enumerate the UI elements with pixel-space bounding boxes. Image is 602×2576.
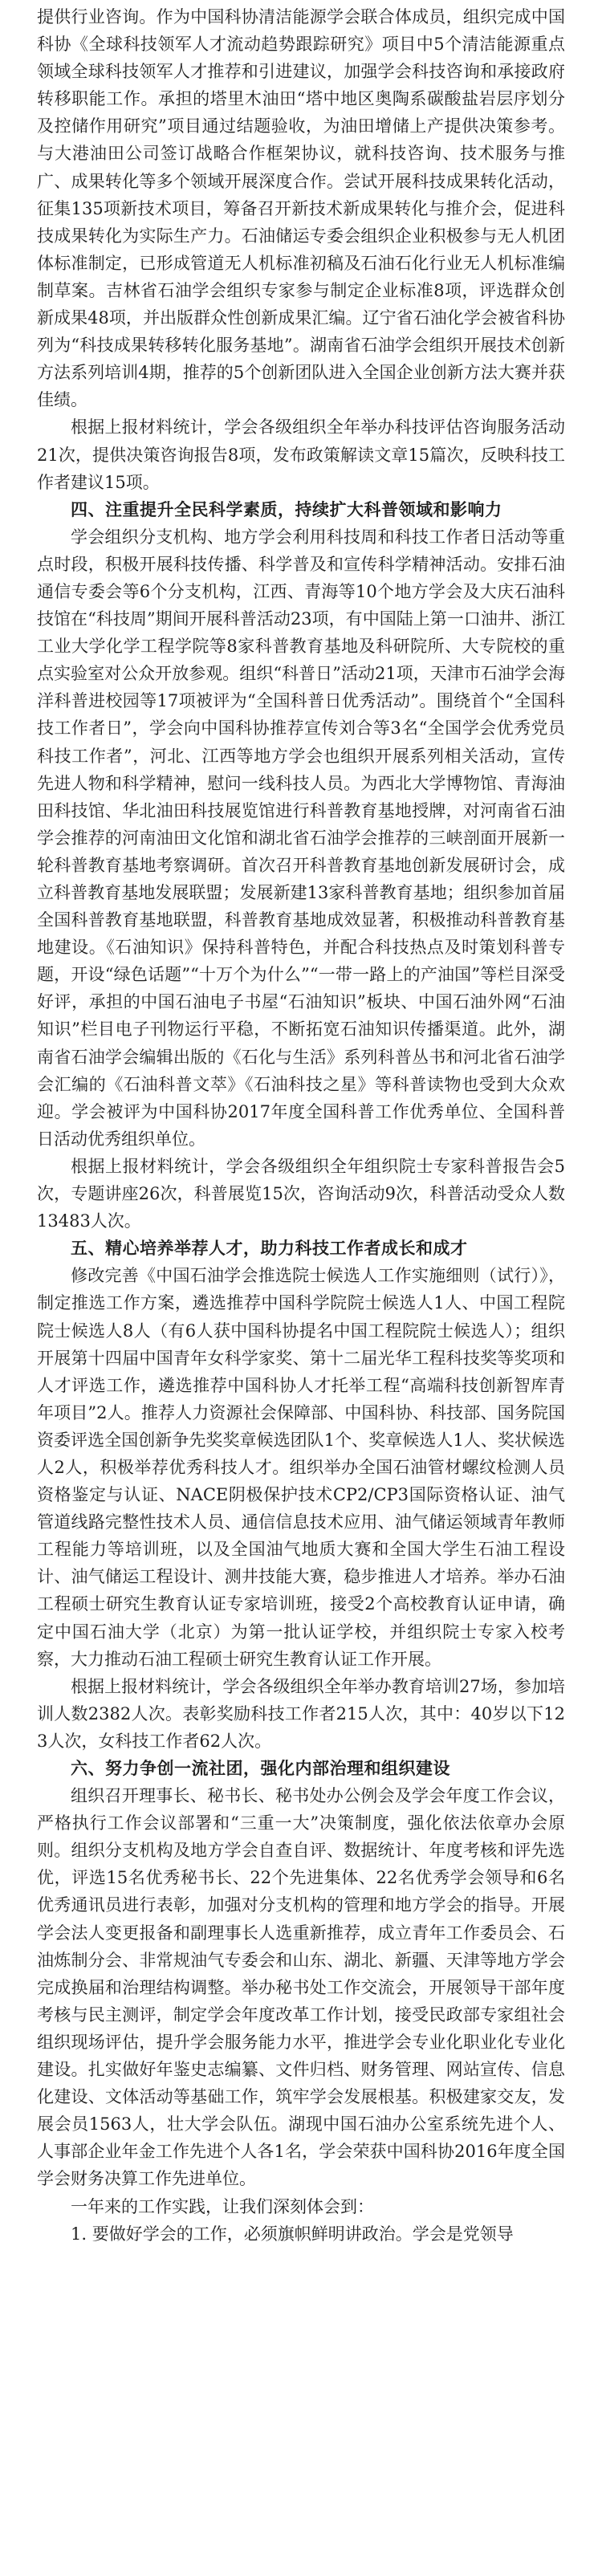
- section-heading: 六、努力争创一流社团，强化内部治理和组织建设: [71, 1758, 450, 1778]
- paragraph: 根据上报材料统计，学会各级组织全年组织院士专家科普报告会5次，专题讲座26次，科普展览15次，咨询活动9次，科普活动受众人数13483人次。: [37, 1156, 565, 1231]
- paragraph: 根据上报材料统计，学会各级组织全年举办科技评估咨询服务活动21次，提供决策咨询报告8项，发布政策解读文章15篇次，反映科技工作者建议15项。: [37, 417, 565, 492]
- paragraph: 1. 要做好学会的工作，必须旗帜鲜明讲政治。学会是党领导: [71, 2224, 514, 2244]
- paragraph: 修改完善《中国石油学会推选院士候选人工作实施细则（试行）》，制定推选工作方案，遴选推荐中国科学院院士候选人1人、中国工程院院士候选人8人（有6人获中国科协提名中国工程院院士候选人）；组织开展第十四届中国青年女科学家奖、第十二届光华工程科技奖等奖项和人才评选工作，遴选推荐中国科协人才托举工程“高端科技创新智库青年项目”2人。推荐人力资源社会保障部、中国科协、科技部、国务院国资委评选全国创新争先奖奖章候选团队1个、奖章候选人1人、奖状候选人2人，积极举荐优秀科技人才。组织举办全国石油管材螺纹检测人员资格鉴定与认证、NACE阴极保护技术CP2/CP3国际资格认证、油气管道线路完整性技术人员、通信信息技术应用、油气储运领域青年教师工程能力等培训班，以及全国油气地质大赛和全国大学生石油工程设计、油气储运工程设计、测井技能大赛，稳步推进人才培养。举办石油工程硕士研究生教育认证专家培训班，接受2个高校教育认证申请，确定中国石油大学（北京）为第一批认证学校，并组织院士专家入校考察，大力推动石油工程硕士研究生教育认证工作开展。: [37, 1266, 565, 1669]
- paragraph: 学会组织分支机构、地方学会利用科技周和科技工作者日活动等重点时段，积极开展科技传播、科学普及和宣传科学精神活动。安排石油通信专委会等6个分支机构，江西、青海等10个地方学会及大庆石油科技馆在“科技周”期间开展科普活动23项，有中国陆上第一口油井、浙江工业大学化学工程学院等8家科普教育基地及科研院所、大专院校的重点实验室对公众开放参观。组织“科普日”活动21项，天津市石油学会海洋科普进校园等17项被评为“全国科普日优秀活动”。围绕首个“全国科技工作者日”，学会向中国科协推荐宣传刘合等3名“全国学会优秀党员科技工作者”，河北、江西等地方学会也组织开展系列相关活动，宣传先进人物和科学精神，慰问一线科技人员。为西北大学博物馆、青海油田科技馆、华北油田科技展览馆进行科普教育基地授牌，对河南省石油学会推荐的河南油田文化馆和湖北省石油学会推荐的三峡剖面开展新一轮科普教育基地考察调研。首次召开科普教育基地创新发展研讨会，成立科普教育基地发展联盟；发展新建13家科普教育基地；组织参加首届全国科普教育基地联盟，科普教育基地成效显著，积极推动科普教育基地建设。《石油知识》保持科普特色，并配合科技热点及时策划科普专题，开设“绿色话题”“十万个为什么”“一带一路上的产油国”等栏目深受好评，承担的中国石油电子书屋“石油知识”板块、中国石油外网“石油知识”栏目电子刊物运行平稳，不断拓宽石油知识传播渠道。此外，湖南省石油学会编辑出版的《石化与生活》系列科普丛书和河北省石油学会汇编的《石油科普文萃》《石油科技之星》等科普读物也受到大众欢迎。学会被评为中国科协2017年度全国科普工作优秀单位、全国科普日活动优秀组织单位。: [37, 527, 565, 1149]
- paragraph: 提供行业咨询。作为中国科协清洁能源学会联合体成员，组织完成中国科协《全球科技领军人才流动趋势跟踪研究》项目中5个清洁能源重点领域全球科技领军人才推荐和引进建议，加强学会科技咨询和承接政府转移职能工作。承担的塔里木油田“塔中地区奥陶系碳酸盐岩层序划分及控储作用研究”项目通过结题验收，为油田增储上产提供决策参考。与大港油田公司签订战略合作框架协议，就科技咨询、技术服务与推广、成果转化等多个领域开展深度合作。尝试开展科技成果转化活动，征集135项新技术项目，筹备召开新技术新成果转化与推介会，促进科技成果转化为实际生产力。石油储运专委会组织企业积极参与无人机团体标准制定，已形成管道无人机标准初稿及石油石化行业无人机标准编制草案。吉林省石油学会组织专家参与制定企业标准8项，评选群众创新成果48项，并出版群众性创新成果汇编。辽宁省石油化学会被省科协列为“科技成果转移转化服务基地”。湖南省石油学会组织开展技术创新方法系列培训4期，推荐的5个创新团队进入全国企业创新方法大赛并获佳绩。: [37, 7, 565, 410]
- section-heading: 五、精心培养举荐人才，助力科技工作者成长和成才: [71, 1238, 468, 1259]
- paragraph: 根据上报材料统计，学会各级组织全年举办教育培训27场，参加培训人数2382人次。表彰奖励科技工作者215人次，其中：40岁以下123人次，女科技工作者62人次。: [37, 1676, 565, 1751]
- section-heading: 四、注重提升全民科学素质，持续扩大科普领域和影响力: [71, 499, 502, 519]
- paragraph: 组织召开理事长、秘书长、秘书处办公例会及学会年度工作会议，严格执行工作会议部署和“三重一大”决策制度，强化依法依章办会原则。组织分支机构及地方学会自查自评、数据统计、年度考核和评先选优，评选15名优秀秘书长、22个先进集体、22名优秀学会领导和6名优秀通讯员进行表彰，加强对分支机构的管理和地方学会的指导。开展学会法人变更报备和副理事长人选重新推荐，成立青年工作委员会、石油炼制分会、非常规油气专委会和山东、湖北、新疆、天津等地方学会完成换届和治理结构调整。举办秘书处工作交流会，开展领导干部年度考核与民主测评，制定学会年度改革工作计划，接受民政部专家组社会组织现场评估，提升学会服务能力水平，推进学会专业化职业化专业化建设。扎实做好年鉴史志编纂、文件归档、财务管理、网站宣传、信息化建设、文体活动等基础工作，筑牢学会发展根基。积极建家交友，发展会员1563人，壮大学会队伍。湖现中国石油办公室系统先进个人、人事部企业年金工作先进个人各1名，学会荣获中国科协2016年度全国学会财务决算工作先进单位。: [37, 1786, 565, 2189]
- paragraph: 一年来的工作实践，让我们深刻体会到：: [71, 2196, 374, 2216]
